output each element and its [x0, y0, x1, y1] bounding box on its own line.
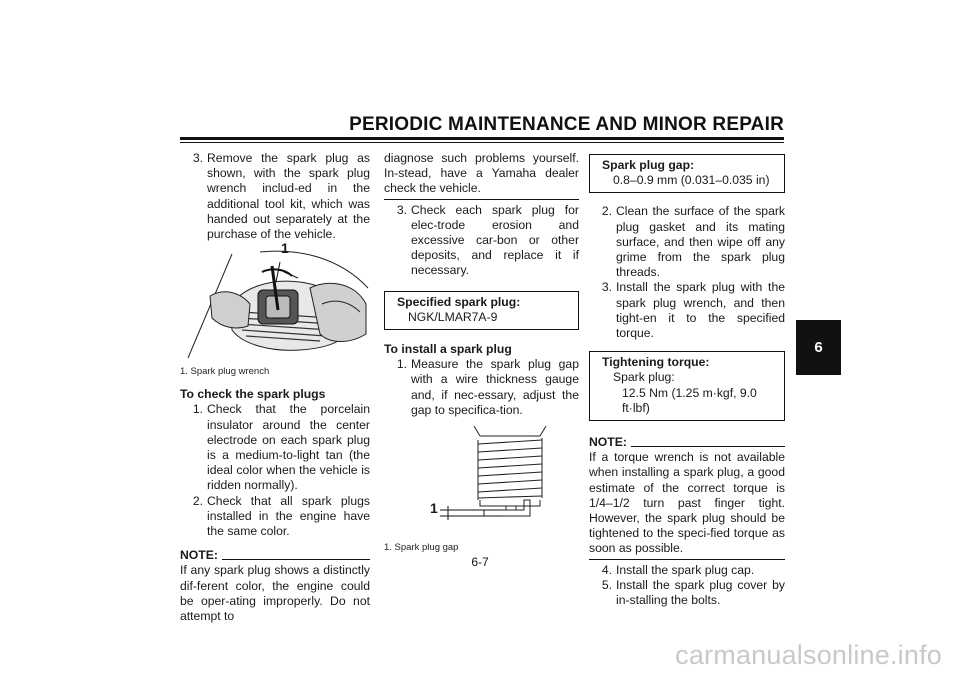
- spec-value: 0.8–0.9 mm (0.031–0.035 in): [613, 173, 770, 188]
- header-rule: [180, 137, 784, 140]
- step-check-electrode: [384, 203, 579, 279]
- spec-box-torque: [589, 351, 785, 421]
- figure-caption: 1. Spark plug wrench: [180, 366, 270, 378]
- spec-value: 12.5 Nm (1.25 m·kgf, 9.0 ft·lbf): [622, 385, 757, 415]
- spec-title: Spark plug gap:: [602, 158, 695, 172]
- spec-title: Specified spark plug:: [397, 294, 521, 309]
- column-1: [180, 151, 370, 624]
- column-3: [589, 151, 785, 608]
- step-number: 1.: [396, 357, 407, 372]
- install-step-3: [589, 280, 785, 341]
- spec-box-spark-plug: [384, 291, 579, 330]
- step-number: 4.: [601, 562, 612, 577]
- install-step-5: [589, 578, 785, 608]
- column-2: [384, 151, 579, 554]
- step-text: Install the spark plug cap.: [616, 562, 755, 577]
- section-heading-install: To install a spark plug: [384, 342, 512, 357]
- step-number: 3.: [601, 280, 612, 295]
- section-heading-check: To check the spark plugs: [180, 387, 326, 402]
- spec-subtitle: Spark plug:: [613, 370, 675, 385]
- note-header: [589, 435, 785, 450]
- install-steps-a: [589, 204, 785, 341]
- note-end-rule: [384, 199, 579, 200]
- step-text: Check that all spark plugs installed in the engine have the same color.: [207, 493, 370, 539]
- step-number: 2.: [192, 493, 203, 508]
- install-step-1: [384, 357, 579, 418]
- step-number: 5.: [601, 577, 612, 592]
- install-step-2: [589, 204, 785, 280]
- step-text: Clean the surface of the spark plug gasket and its mating surface, and then wipe off any grime from the spark plug threads.: [616, 204, 785, 280]
- step-number: 3.: [192, 151, 203, 165]
- figure-callout: 1: [281, 240, 289, 256]
- spec-value: NGK/LMAR7A-9: [408, 309, 498, 324]
- spark-plug-gap-illustration: [384, 426, 579, 536]
- step-text: Install the spark plug cover by in-stalling the bolts.: [616, 577, 785, 608]
- step-number: 3.: [396, 202, 407, 217]
- figure-spark-plug-wrench: [180, 240, 370, 378]
- note-text: If any spark plug shows a distinctly dif-ferent color, the engine could be oper-ating improperly. Do not attempt to: [180, 563, 370, 624]
- spec-title: Tightening torque:: [602, 355, 710, 370]
- note-rule: [631, 446, 785, 447]
- check-step-2: [180, 494, 370, 540]
- check-step-1: [180, 402, 370, 493]
- step-text: Measure the spark plug gap with a wire thickness gauge and, if nec-essary, adjust the gap to specifica-tion.: [411, 357, 579, 417]
- page-number: 6-7: [471, 555, 489, 569]
- step-number: 2.: [601, 204, 612, 219]
- note-text: If a torque wrench is not available when installing a spark plug, a good estimate of the correct torque is 1/4–1/2 turn past finger tight. However, the spark plug should be tightened to the speci-fied torque as soon as possible.: [589, 450, 785, 556]
- step-remove-plug: [180, 151, 370, 242]
- step-text: Check that the porcelain insulator around the center electrode on each spark plug is a medium-to-light tan (the ideal color when the vehicle is ridden normally).: [207, 402, 370, 493]
- header-rule-thin: [180, 142, 784, 143]
- figure-callout: 1: [430, 500, 438, 517]
- step-text: Check each spark plug for elec-trode erosion and excessive car-bon or other deposits, and replace it if necessary.: [411, 202, 579, 278]
- chapter-tab: 6: [796, 320, 841, 375]
- figure-caption: 1. Spark plug gap: [384, 542, 459, 554]
- page-title: PERIODIC MAINTENANCE AND MINOR REPAIR: [349, 114, 784, 135]
- note-label: NOTE:: [180, 548, 218, 563]
- step-text: Remove the spark plug as shown, with the spark plug wrench includ-ed in the additional tool kit, which was handed out separately at the purchase of the vehicle.: [207, 151, 370, 242]
- spark-plug-wrench-illustration: [180, 248, 370, 366]
- figure-spark-plug-gap: [384, 426, 579, 554]
- step-text: Install the spark plug with the spark plug wrench, and then tight-en it to the specified torque.: [616, 280, 785, 341]
- continued-text: diagnose such problems yourself. In-stead, have a Yamaha dealer check the vehicle.: [384, 151, 579, 196]
- step-number: 1.: [192, 402, 203, 417]
- spec-box-plug-gap: [589, 154, 785, 193]
- note-label: NOTE:: [589, 435, 627, 450]
- watermark: carmanualsonline.info: [675, 640, 942, 670]
